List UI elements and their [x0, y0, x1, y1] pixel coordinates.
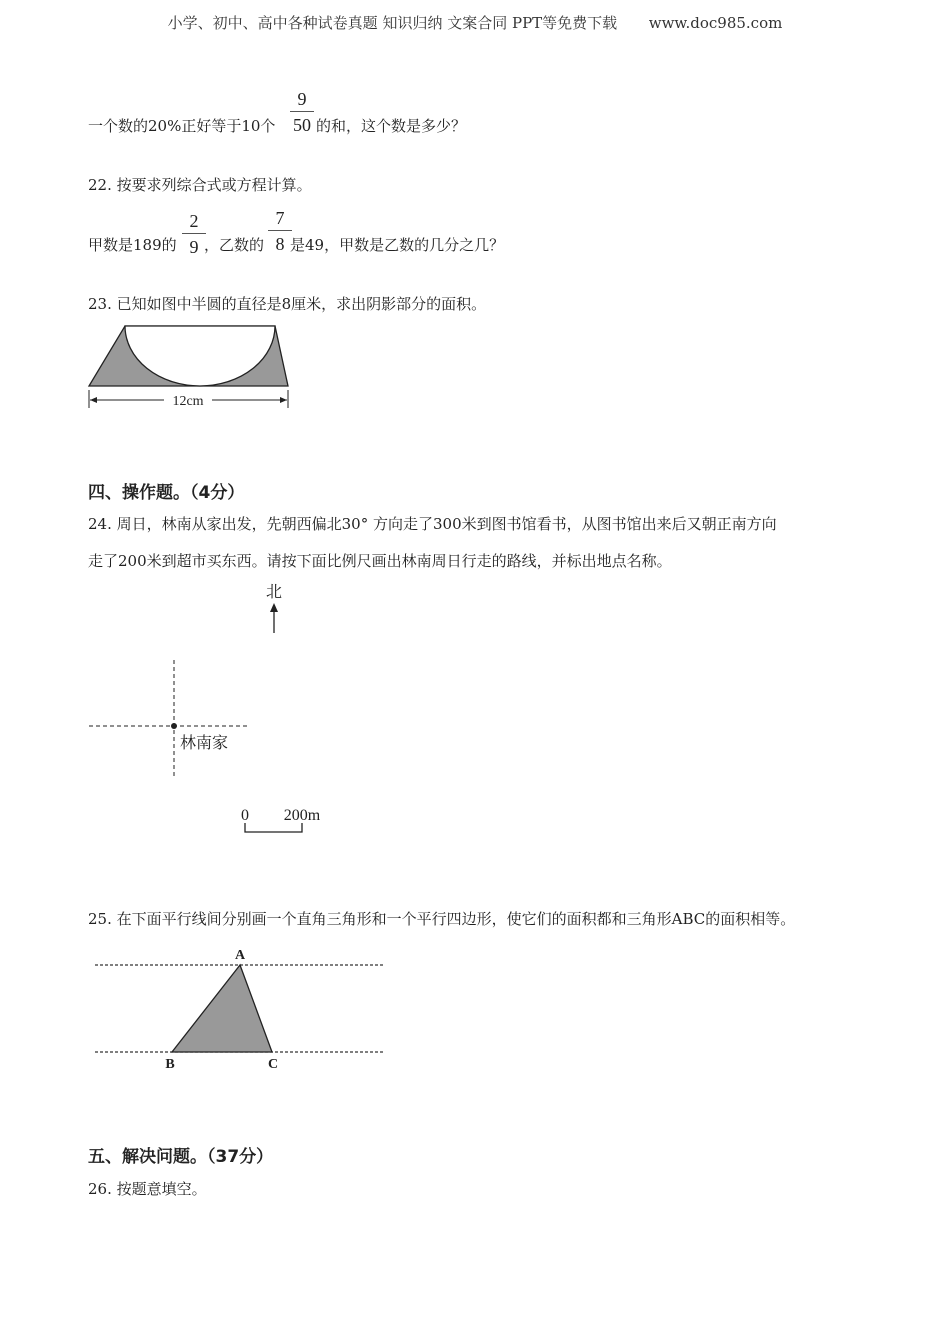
scale-distance-label: 200m [283, 807, 321, 824]
vertex-label-a: A [234, 948, 246, 963]
q24-line-2: 走了200米到超市买东西。请按下面比例尺画出林南周日行走的路线，并标出地点名称。 [88, 552, 672, 570]
scale-bar [245, 823, 302, 832]
q22-frac2-den: 8 [275, 234, 285, 254]
section-5-title: 五、解决问题。（37分） [88, 1147, 274, 1167]
q23-figure [80, 318, 300, 414]
q21-text-pre: 一个数的20%正好等于10个 [88, 117, 276, 135]
q21-frac-num: 9 [297, 89, 307, 109]
q25-text: 25. 在下面平行线间分别画一个直角三角形和一个平行四边形，使它们的面积都和三角形ABC的面积相等。 [88, 910, 796, 928]
q23-dim-label: 12cm [172, 394, 204, 409]
header-url[interactable]: www.doc985.com [648, 14, 783, 32]
q22-fraction-1 [182, 210, 206, 258]
q23-title: 23. 已知如图中半圆的直径是8厘米，求出阴影部分的面积。 [88, 295, 487, 313]
q22-part3: 是49，甲数是乙数的几分之几？ [290, 236, 505, 254]
home-label: 林南家 [180, 735, 229, 752]
q21-text-post: 的和，这个数是多少？ [316, 117, 467, 135]
header-text: 小学、初中、高中各种试卷真题 知识归纳 文案合同 PPT等免费下载 [167, 14, 618, 32]
q24-line-1: 24. 周日，林南从家出发，先朝西偏北30° 方向走了300米到图书馆看书，从图书馆出来后又朝正南方向 [88, 515, 777, 533]
vertex-label-c: C [267, 1057, 279, 1072]
q22-title: 22. 按要求列综合式或方程计算。 [88, 176, 312, 194]
north-arrow-icon [270, 603, 278, 612]
q24-map-figure [80, 575, 340, 840]
vertex-label-b: B [165, 1057, 175, 1072]
page-header [0, 12, 950, 33]
triangle-abc [172, 965, 272, 1052]
q21-fraction [290, 88, 314, 136]
q22-fraction-2 [268, 207, 292, 255]
home-point [171, 723, 177, 729]
q22-frac1-den: 9 [189, 237, 199, 257]
scale-zero-label: 0 [241, 807, 249, 824]
q23-dim-arrow-left [90, 397, 97, 403]
q22-part1: 甲数是189的 [88, 236, 177, 254]
q25-figure [90, 940, 390, 1075]
q21-frac-den: 50 [293, 115, 311, 135]
q22-part2: ，乙数的 [204, 236, 265, 254]
q22-frac1-num: 2 [189, 211, 199, 231]
north-label: 北 [265, 584, 283, 601]
q26-title: 26. 按题意填空。 [88, 1180, 207, 1198]
q22-frac2-num: 7 [275, 208, 285, 228]
section-4-title: 四、操作题。（4分） [88, 483, 245, 503]
q23-dim-arrow-right [280, 397, 287, 403]
